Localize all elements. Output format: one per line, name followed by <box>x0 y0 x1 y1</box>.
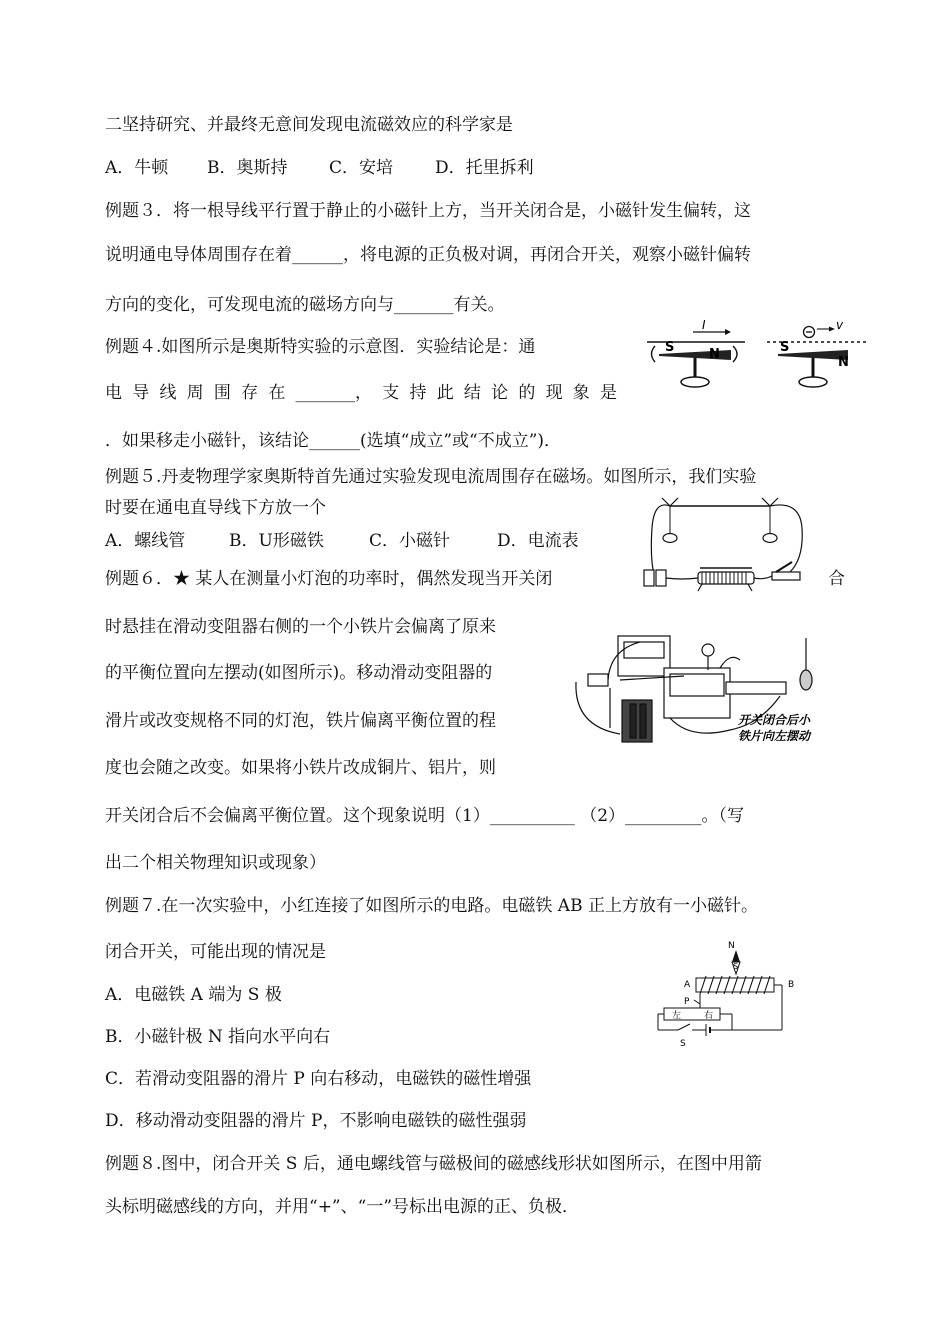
ex8-line-1: 例题８.图中，闭合开关 S 后，通电螺线管与磁极间的磁感线形状如图所示，在图中用箭 <box>105 1154 762 1174</box>
option-d[interactable]: D．托里拆利 <box>435 158 534 178</box>
ex7-option-a[interactable]: A．电磁铁 A 端为 S 极 <box>105 985 282 1005</box>
ex6-line-1-end: 合 <box>828 569 845 589</box>
ex6-line-5: 度也会随之改变。如果将小铁片改成铜片、铝片，则 <box>105 758 496 778</box>
ex6-line-1: 例题６．★ 某人在测量小灯泡的功率时，偶然发现当开关闭 <box>105 569 553 589</box>
rheostat-left-label: 左 <box>672 1011 682 1021</box>
ex4-char: 象 <box>572 383 590 403</box>
ex4-line-2 <box>105 382 617 404</box>
ex4-char: 支 <box>382 383 400 403</box>
option-d[interactable]: D．电流表 <box>497 531 579 551</box>
ex7-option-c[interactable]: C．若滑动变阻器的滑片 P 向右移动，电磁铁的磁性增强 <box>105 1069 532 1089</box>
end-a-label: A <box>684 980 691 990</box>
ex4-char: 的 <box>518 383 536 403</box>
ex7-option-d[interactable]: D．移动滑动变阻器的滑片 P，不影响电磁铁的磁性强弱 <box>105 1111 527 1131</box>
ex4-char: 现 <box>545 383 563 403</box>
ex4-char: 是 <box>600 383 617 403</box>
needle-s-label: S <box>733 962 739 971</box>
ex7-line-1: 例题７.在一次实验中，小红连接了如图所示的电路。电磁铁 AB 正上方放有一小磁针。 <box>105 896 758 916</box>
ex6-line-7: 出二个相关物理知识或现象） <box>105 853 326 873</box>
ex5-options <box>105 530 579 552</box>
option-a[interactable]: A．螺线管 <box>105 531 186 551</box>
end-b-label: B <box>788 980 795 990</box>
ex4-blank[interactable]: _______， <box>295 383 373 403</box>
ex6-line-4: 滑片或改变规格不同的灯泡，铁片偏离平衡位置的程 <box>105 711 496 731</box>
s-label: S <box>780 340 790 355</box>
option-b[interactable]: B．U形磁铁 <box>229 531 324 551</box>
experiment-caption-1: 开关闭合后小 <box>738 713 811 727</box>
option-a[interactable]: A．牛顿 <box>105 158 169 178</box>
line-question-fragment: 二坚持研究、并最终无意间发现电流磁效应的科学家是 <box>105 115 513 135</box>
ex5-circuit-figure <box>640 488 810 592</box>
ex5-line-1: 例题５.丹麦物理学家奥斯特首先通过实验发现电流周围存在磁场。如图所示，我们实验 <box>105 467 757 487</box>
needle-n-label: N <box>728 941 735 951</box>
experiment-caption-2: 铁片向左摆动 <box>738 729 811 743</box>
ex7-circuit-figure <box>650 938 800 1050</box>
ex4-line-3: ．如果移走小磁针，该结论______(选填“成立”或“不成立”)． <box>105 431 562 451</box>
ex3-line-3: 方向的变化，可发现电流的磁场方向与_______有关。 <box>105 295 505 315</box>
velocity-label: v <box>836 318 844 332</box>
ex6-line-3: 的平衡位置向左摆动(如图所示)。移动滑动变阻器的 <box>105 663 493 683</box>
ex4-char: 结 <box>463 383 481 403</box>
ex4-line-1: 例题４.如图所示是奥斯特实验的示意图．实验结论是：通 <box>105 337 536 357</box>
ex4-char: 此 <box>436 383 454 403</box>
ex4-char: 导 <box>132 383 150 403</box>
option-c[interactable]: C．小磁针 <box>369 531 451 551</box>
n-label: N <box>838 355 849 370</box>
ex4-char: 围 <box>213 383 231 403</box>
ex6-experiment-figure <box>570 630 850 750</box>
s-label: S <box>665 340 675 355</box>
ex4-char: 线 <box>159 383 177 403</box>
ex7-line-2: 闭合开关，可能出现的情况是 <box>105 942 326 962</box>
ex4-char: 周 <box>186 383 204 403</box>
ex6-line-2: 时悬挂在滑动变阻器右侧的一个小铁片会偏离了原来 <box>105 617 496 637</box>
current-label: I <box>702 318 706 332</box>
ex6-line-6: 开关闭合后不会偏离平衡位置。这个现象说明（1）__________ （2）_________。（写 <box>105 806 745 826</box>
ex4-char: 存 <box>241 383 259 403</box>
ex3-line-1: 例题３．将一根导线平行置于静止的小磁针上方，当开关闭合是，小磁针发生偏转，这 <box>105 201 751 221</box>
option-c[interactable]: C．安培 <box>329 158 394 178</box>
ex4-char: 在 <box>268 383 286 403</box>
option-b[interactable]: B．奥斯持 <box>207 158 288 178</box>
n-label: N <box>709 347 720 362</box>
ex5-line-2: 时要在通电直导线下方放一个 <box>105 498 326 518</box>
slider-p-label: P <box>684 997 690 1007</box>
ex7-option-b[interactable]: B．小磁针极 N 指向水平向右 <box>105 1027 331 1047</box>
ex4-char: 持 <box>409 383 427 403</box>
switch-s-label: S <box>680 1039 686 1049</box>
ex3-line-2: 说明通电导体周围存在着______，将电源的正负极对调，再闭合开关，观察小磁针偏转 <box>105 245 751 265</box>
ex8-line-2: 头标明磁感线的方向，并用“+”、“一”号标出电源的正、负极． <box>105 1197 580 1217</box>
rheostat-right-label: 右 <box>704 1011 714 1021</box>
ex4-char: 电 <box>105 383 122 403</box>
oersted-figure <box>645 318 870 390</box>
ex4-char: 论 <box>491 383 509 403</box>
q2-options <box>105 157 534 179</box>
